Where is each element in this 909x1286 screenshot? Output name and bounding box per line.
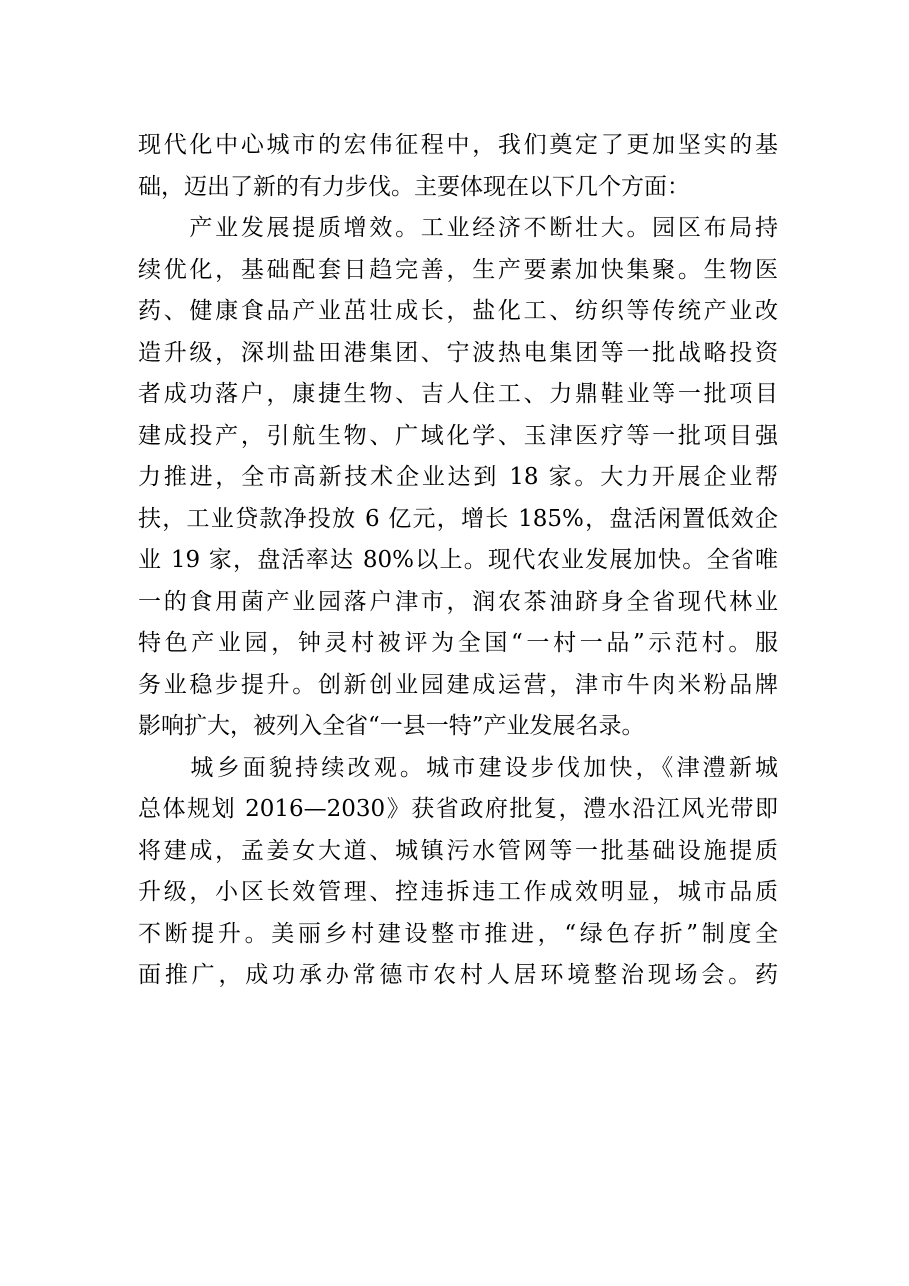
text-line: 建成投产，引航生物、广域化学、玉津医疗等一批项目强 xyxy=(138,422,778,449)
text-line: 升级，小区长效管理、控违拆违工作成效明显，城市品质 xyxy=(138,879,778,905)
text-line: 将建成，孟姜女大道、城镇污水管网等一批基础设施提质 xyxy=(138,837,778,864)
text-line: 面推广，成功承办常德市农村人居环境整治现场会。药 xyxy=(138,962,778,988)
text-line: 药、健康食品产业茁壮成长，盐化工、纺织等传统产业改 xyxy=(138,298,778,324)
text-line: 总体规划 2016—2030》获省政府批复，澧水沿江风光带即 xyxy=(138,796,778,822)
text-line: 特色产业园，钟灵村被评为全国“一村一品”示范村。服 xyxy=(138,630,778,656)
text-line: 一的食用菌产业园落户津市，润农茶油跻身全省现代林业 xyxy=(138,588,778,615)
text-line: 础，迈出了新的有力步伐。主要体现在以下几个方面： xyxy=(138,173,690,200)
text-line: 业 19 家，盘活率达 80%以上。现代农业发展加快。全省唯 xyxy=(138,547,778,573)
text-line: 扶，工业贷款净投放 6 亿元，增长 185%，盘活闲置低效企 xyxy=(138,505,778,532)
text-line: 现代化中心城市的宏伟征程中，我们奠定了更加坚实的基 xyxy=(138,132,778,158)
text-line: 者成功落户，康捷生物、吉人住工、力鼎鞋业等一批项目 xyxy=(138,381,778,407)
text-line: 务业稳步提升。创新创业园建成运营，津市牛肉米粉品牌 xyxy=(138,671,778,698)
text-line: 续优化，基础配套日趋完善，生产要素加快集聚。生物医 xyxy=(138,256,778,283)
body-text xyxy=(138,125,778,997)
paragraph-start-line: 产业发展提质增效。工业经济不断壮大。园区布局持 xyxy=(138,215,778,241)
text-line: 造升级，深圳盐田港集团、宁波热电集团等一批战略投资 xyxy=(138,339,778,366)
text-line: 影响扩大，被列入全省“一县一特”产业发展名录。 xyxy=(138,713,645,739)
text-line: 力推进，全市高新技术企业达到 18 家。大力开展企业帮 xyxy=(138,464,778,490)
paragraph-start-line: 城乡面貌持续改观。城市建设步伐加快，《津澧新城 xyxy=(138,754,778,781)
text-line: 不断提升。美丽乡村建设整市推进，“绿色存折”制度全 xyxy=(138,920,778,947)
